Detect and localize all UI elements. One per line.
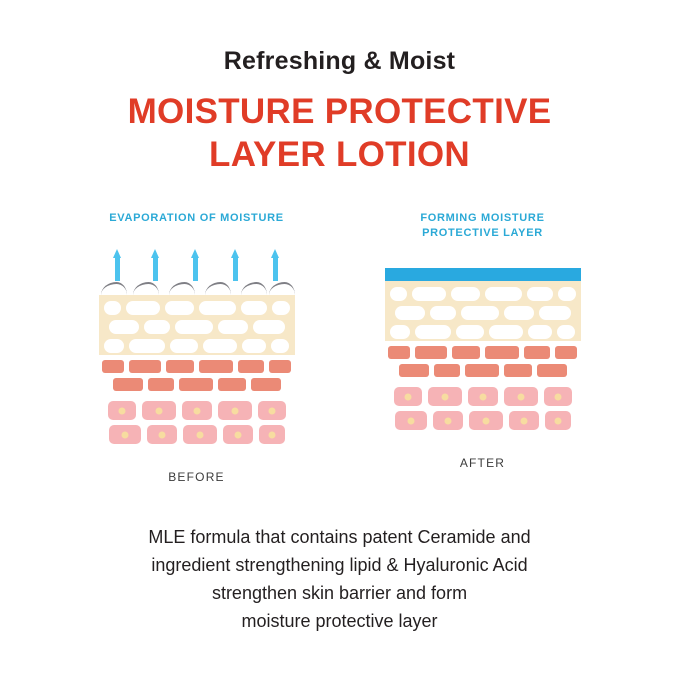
dermis-brick-row — [99, 378, 295, 391]
fat-cell — [428, 387, 462, 406]
layer-epidermis — [99, 295, 295, 355]
panel-before — [97, 211, 297, 484]
fat-cell — [142, 401, 176, 420]
arrow-up-icon — [151, 249, 160, 281]
scale-icon — [101, 282, 127, 295]
evaporation-arrows — [99, 247, 295, 281]
epidermis-cell-row — [104, 301, 290, 315]
fat-cell — [395, 411, 427, 430]
page-title-line-1: MOISTURE PROTECTIVE — [127, 91, 552, 131]
fat-cell — [223, 425, 253, 444]
fat-cell-row — [99, 401, 295, 420]
page-title-line-2: LAYER LOTION — [209, 135, 470, 175]
description-line-1: MLE formula that contains patent Ceramide and — [148, 527, 531, 547]
moisture-protective-layer-bar — [385, 268, 581, 281]
layer-hypodermis — [99, 401, 295, 453]
fat-cell — [109, 425, 141, 444]
header — [0, 0, 679, 177]
skin-cross-section-after — [385, 247, 581, 439]
dermis-brick-row — [385, 364, 581, 377]
fat-cell-row — [385, 387, 581, 406]
fat-cell — [147, 425, 177, 444]
fat-cell — [218, 401, 252, 420]
panel-before-caption — [109, 211, 284, 243]
arrow-up-icon — [271, 249, 280, 281]
epidermis-cell-row — [104, 339, 290, 353]
layer-dermis — [385, 346, 581, 382]
layer-dermis — [99, 360, 295, 396]
panel-before-caption-line-1: EVAPORATION OF MOISTURE — [109, 212, 284, 224]
layer-hypodermis — [385, 387, 581, 439]
page-title — [0, 90, 679, 178]
fat-cell — [469, 411, 503, 430]
arrow-up-icon — [231, 249, 240, 281]
arrow-up-icon — [113, 249, 122, 281]
panel-after-caption-line-2: PROTECTIVE LAYER — [422, 226, 543, 239]
arrow-up-icon — [191, 249, 200, 281]
skin-surface-scales — [99, 281, 295, 295]
dermis-brick-row — [385, 346, 581, 359]
skin-cross-section-before — [99, 247, 295, 453]
fat-cell — [182, 401, 212, 420]
description-line-2: ingredient strengthening lipid & Hyaluronic Acid — [151, 554, 528, 575]
scale-icon — [205, 282, 231, 295]
scale-icon — [169, 282, 195, 295]
fat-cell — [544, 387, 572, 406]
panel-after — [383, 211, 583, 484]
epidermis-cell-row — [390, 325, 576, 339]
fat-cell — [433, 411, 463, 430]
panel-after-caption-line-1: FORMING MOISTURE — [420, 212, 545, 224]
epidermis-cell-row — [390, 306, 576, 320]
fat-cell — [259, 425, 285, 444]
scale-icon — [133, 282, 159, 295]
panel-before-label: BEFORE — [168, 470, 225, 484]
fat-cell — [504, 387, 538, 406]
skin-comparison-diagram — [0, 211, 679, 484]
panel-after-caption — [383, 211, 583, 243]
fat-cell-row — [99, 425, 295, 444]
fat-cell — [545, 411, 571, 430]
epidermis-cell-row — [104, 320, 290, 334]
fat-cell — [394, 387, 422, 406]
epidermis-cell-row — [390, 287, 576, 301]
fat-cell — [509, 411, 539, 430]
fat-cell — [183, 425, 217, 444]
description-line-3: strengthen skin barrier and form — [211, 582, 468, 603]
fat-cell-row — [385, 411, 581, 430]
panel-after-label: AFTER — [459, 456, 506, 470]
scale-icon — [269, 282, 295, 295]
layer-epidermis — [385, 281, 581, 341]
dermis-brick-row — [99, 360, 295, 373]
fat-cell — [108, 401, 136, 420]
eyebrow-text: Refreshing & Moist — [223, 47, 456, 75]
scale-icon — [241, 282, 267, 295]
description-line-4: moisture protective layer — [241, 610, 438, 631]
fat-cell — [468, 387, 498, 406]
description-text — [0, 524, 679, 636]
fat-cell — [258, 401, 286, 420]
